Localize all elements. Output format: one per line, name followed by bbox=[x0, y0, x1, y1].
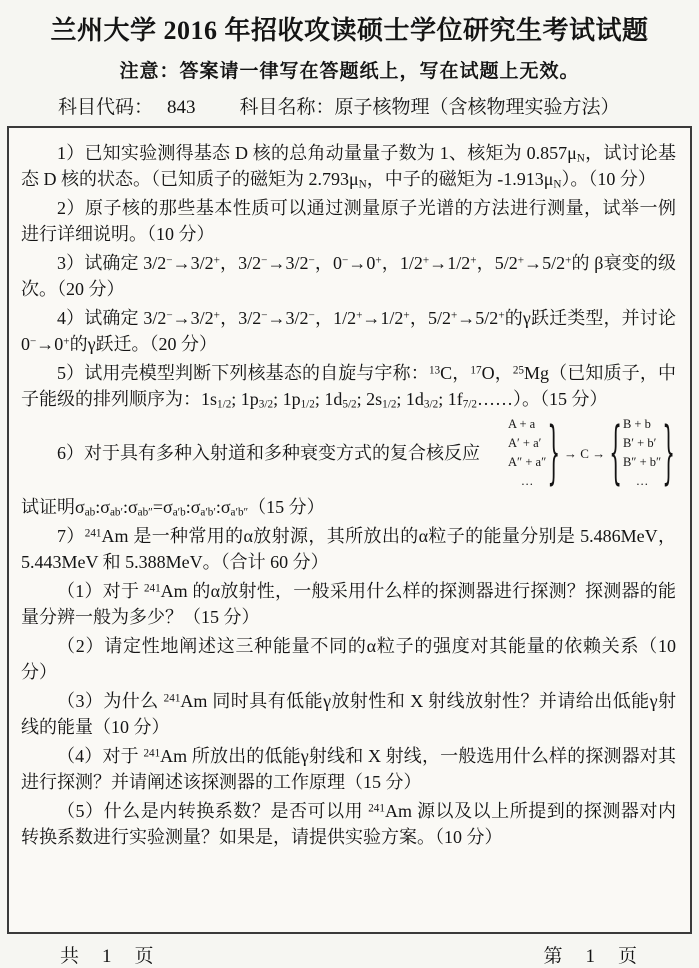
page-footer bbox=[0, 934, 699, 968]
question-7-sub-5-text: （5）什么是内转换系数？是否可以用 $^{241}$Am 源以及以上所提到的探测器对内转换系数进行实验测量？如果是，请提供实验方案。（10 分） bbox=[21, 801, 677, 847]
question-7-sub-5 bbox=[21, 798, 676, 850]
formula-line: A + a bbox=[508, 417, 536, 431]
question-4-text: 4）试确定 3/2−→3/2+，3/2−→3/2−，1/2+→1/2+，5/2+→5/2+的γ跃迁类型，并讨论 0−→0+的γ跃迁。（20 分） bbox=[21, 308, 676, 354]
question-2 bbox=[21, 195, 676, 247]
subject-line bbox=[58, 92, 699, 119]
compound-nucleus-reaction-formula bbox=[508, 410, 676, 493]
question-7-sub-2 bbox=[21, 633, 676, 685]
formula-line: A″ + a″ bbox=[508, 455, 547, 469]
formula-line: B′ + b′ bbox=[622, 436, 657, 450]
formula-center-arrow-c: → C → bbox=[564, 445, 606, 461]
question-1 bbox=[21, 140, 676, 192]
question-7-sub-2-text: （2）请定性地阐述这三种能量不同的α粒子的强度对其能量的依赖关系（10 分） bbox=[21, 636, 676, 682]
question-7-sub-1 bbox=[21, 578, 676, 630]
right-opening-brace: { bbox=[609, 410, 622, 493]
formula-line: A′ + a′ bbox=[508, 436, 542, 450]
subject-code-value: 843 bbox=[167, 97, 196, 118]
entrance-channels bbox=[508, 415, 546, 491]
footer-total-pages: 共 1 页 bbox=[60, 946, 156, 967]
left-closing-brace: } bbox=[547, 410, 561, 493]
exit-channels bbox=[623, 415, 661, 491]
question-6-proof bbox=[21, 494, 676, 520]
formula-line: … bbox=[635, 474, 649, 488]
question-7-sub-4-text: （4）对于 $^{241}$Am 所放出的低能γ射线和 X 射线，一般选用什么样的探测器对其进行探测？并请阐述该探测器的工作原理（15 分） bbox=[21, 746, 676, 792]
question-7 bbox=[21, 523, 676, 575]
question-4 bbox=[21, 305, 676, 357]
question-6-intro-text: 6）对于具有多种入射道和多种衰变方式的复合核反应 bbox=[57, 443, 480, 463]
formula-line: B″ + b″ bbox=[622, 455, 662, 469]
question-7-text: 7）$^{241}$Am 是一种常用的α放射源，其所放出的α粒子的能量分别是 5.486MeV，5.443MeV 和 5.388MeV。（合计 60 分） bbox=[21, 526, 676, 572]
footer-page-number: 第 1 页 bbox=[543, 946, 639, 967]
question-3-text: 3）试确定 3/2−→3/2+，3/2−→3/2−，0−→0+，1/2+→1/2+，5/2+→5/2+的 β衰变的级次。（20 分） bbox=[21, 253, 676, 299]
exam-notice: 注意：答案请一律写在答题纸上，写在试题上无效。 bbox=[119, 61, 580, 82]
question-list bbox=[21, 140, 676, 850]
subject-code-label: 科目代码： bbox=[58, 97, 154, 118]
exam-title: 兰州大学 2016 年招收攻读硕士学位研究生考试试题 bbox=[50, 16, 649, 45]
question-7-sub-4 bbox=[21, 743, 676, 795]
question-box bbox=[7, 126, 692, 934]
question-5-text: 5）试用壳模型判断下列核基态的自旋与宇称：$^{13}$C，$^{17}$O，$^{25}$Mg（已知质子，中子能级的排列顺序为：$1s_{1/2}$; $1p_{3/2}$; $1p_{1/2}$; $1d_{5/2}$; $2s_{1/2}$; $1d_{3/2}$; $1f_{7/2}\dots\dots$）。（15 分） bbox=[21, 363, 676, 411]
question-6-proof-text: 试证明$\sigma_{ab}:\sigma_{ab'}:\sigma_{ab''}=\sigma_{a'b}:\sigma_{a'b'}:\sigma_{a'b''}(15$ 分） bbox=[21, 497, 325, 519]
question-1-text: 1）已知实验测得基态 D 核的总角动量量子数为 1、核矩为 $0.857\mu_N$，试讨论基态 D 核的状态。（已知质子的磁矩为 $2.793\mu_N$，中子的磁矩为 $-1.913\mu_N$）。（10 分） bbox=[21, 143, 677, 191]
question-7-sub-3 bbox=[21, 688, 676, 740]
question-6-intro bbox=[21, 410, 676, 493]
right-closing-brace: } bbox=[662, 410, 675, 493]
subject-name-value: 原子核物理（含核物理实验方法） bbox=[334, 97, 620, 118]
formula-line: B + b bbox=[622, 417, 651, 431]
question-5 bbox=[21, 360, 676, 412]
question-7-sub-1-text: （1）对于 $^{241}$Am 的α放射性，一般采用什么样的探测器进行探测？探测器的能量分辨一般为多少？（15 分） bbox=[21, 581, 677, 627]
question-7-sub-3-text: （3）为什么 $^{241}$Am 同时具有低能γ放射性和 X 射线放射性？并请给出低能γ射线的能量（10 分） bbox=[21, 691, 677, 737]
formula-line: … bbox=[520, 474, 534, 488]
subject-name-label: 科目名称： bbox=[239, 97, 335, 118]
question-3 bbox=[21, 250, 676, 302]
question-2-text: 2）原子核的那些基本性质可以通过测量原子光谱的方法进行测量，试举一例进行详细说明。（10 分） bbox=[21, 198, 676, 244]
